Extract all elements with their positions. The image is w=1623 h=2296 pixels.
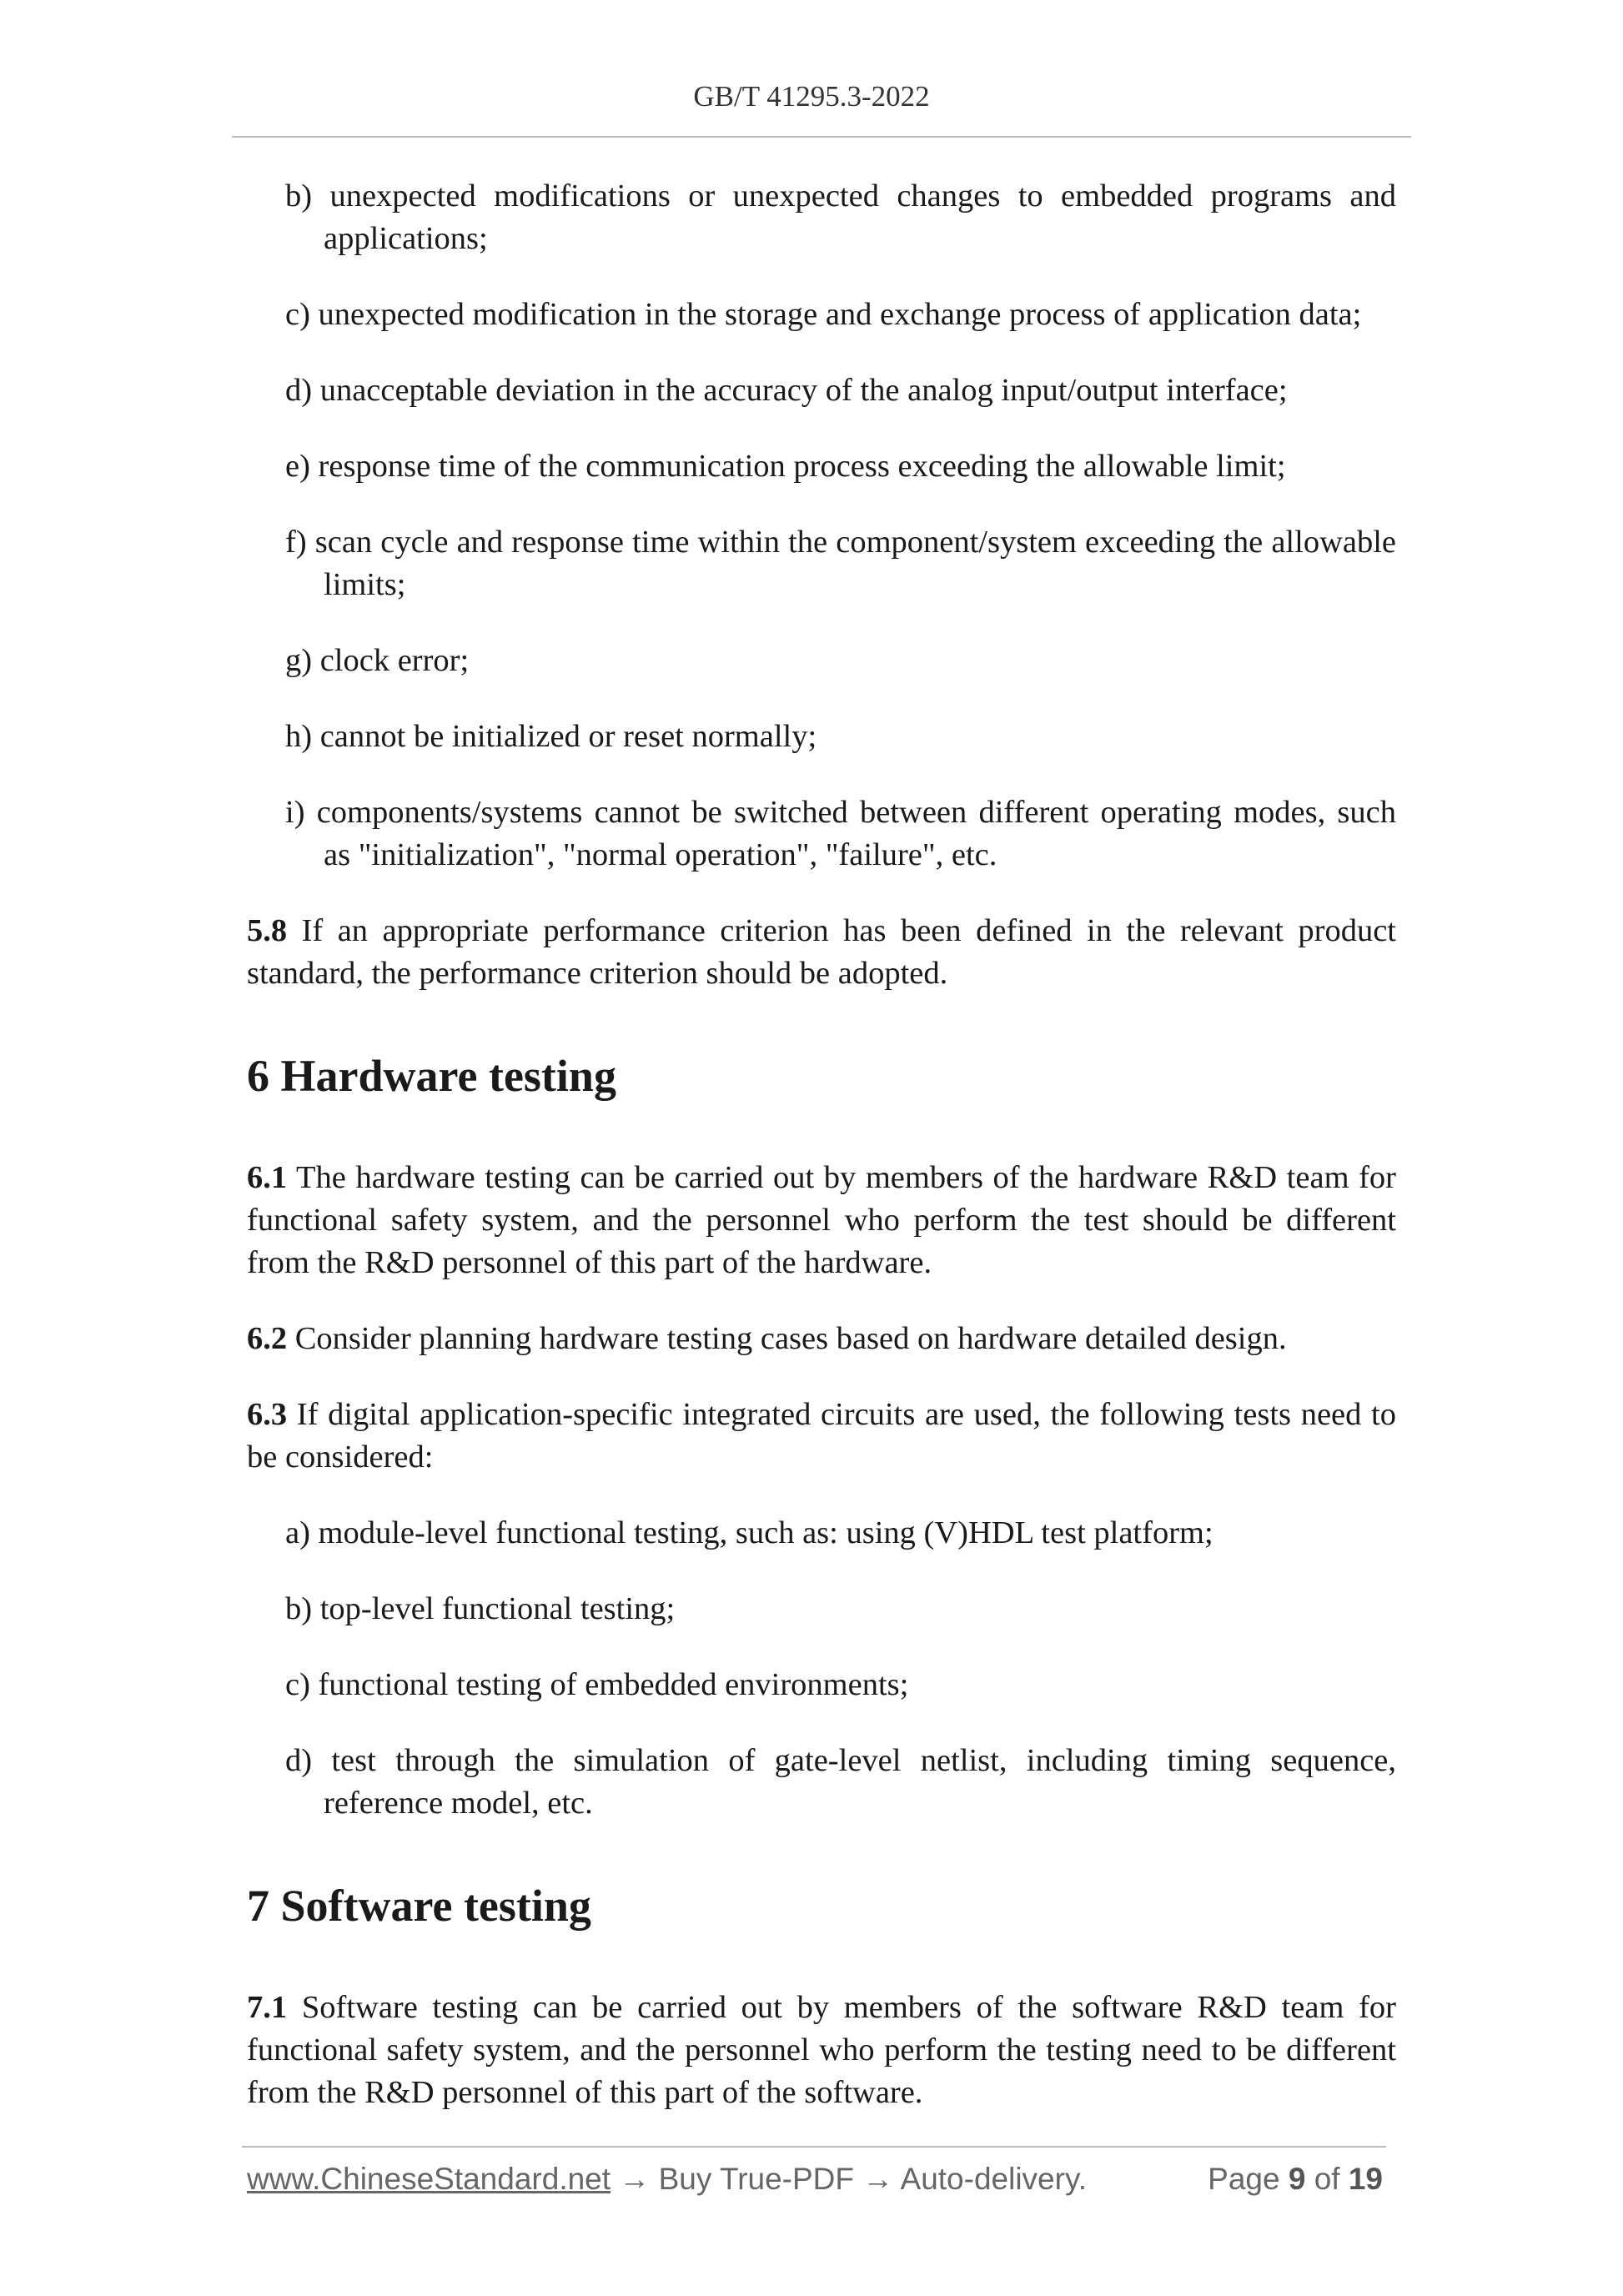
page-total: 19 xyxy=(1348,2162,1383,2196)
clause-number: 6.2 xyxy=(247,1321,288,1356)
list-item: d) unacceptable deviation in the accuracy of the analog input/output interface; xyxy=(285,373,1288,408)
clause-number: 6.1 xyxy=(247,1160,288,1195)
clause-number: 6.3 xyxy=(247,1397,288,1432)
promo-text: → Buy True-PDF → Auto-delivery. xyxy=(611,2162,1087,2196)
list-item: d) test through the simulation of gate-level netlist, including timing sequence, reference model, etc. xyxy=(285,1743,1396,1821)
list-item: g) clock error; xyxy=(285,643,470,678)
page-indicator xyxy=(1208,2162,1383,2197)
clause-7-1 xyxy=(247,1987,1396,2114)
list-item: h) cannot be initialized or reset normally; xyxy=(285,719,817,754)
list-item: a) module-level functional testing, such as: using (V)HDL test platform; xyxy=(285,1515,1213,1550)
list-item: b) top-level functional testing; xyxy=(285,1591,676,1626)
footer-divider xyxy=(242,2146,1386,2148)
page-footer xyxy=(247,2162,1383,2197)
list-item: f) scan cycle and response time within the component/system exceeding the allowable limits; xyxy=(285,525,1396,602)
clause-text: The hardware testing can be carried out by members of the hardware R&D team for functional safety system, and the personnel who perform the test should be different from the R&D personnel of this part of the hardware. xyxy=(247,1160,1396,1280)
clause-6-3 xyxy=(247,1394,1396,1479)
clause-6-2 xyxy=(247,1318,1396,1360)
clause-number: 5.8 xyxy=(247,913,288,948)
page-header-doc-id: GB/T 41295.3-2022 xyxy=(693,80,930,113)
of-label: of xyxy=(1314,2162,1340,2196)
clause-text: Consider planning hardware testing cases based on hardware detailed design. xyxy=(287,1321,1287,1356)
list-item: b) unexpected modifications or unexpected changes to embedded programs and applications; xyxy=(285,178,1396,256)
section-heading-software-testing: 7 Software testing xyxy=(247,1881,591,1931)
list-item: i) components/systems cannot be switched between different operating modes, such as "initialization", "normal operation", "failure", etc. xyxy=(285,795,1396,872)
page-number: 9 xyxy=(1288,2162,1306,2196)
list-item: c) functional testing of embedded environments; xyxy=(285,1667,909,1702)
clause-text: Software testing can be carried out by members of the software R&D team for functional safety system, and the personnel who perform the testing need to be different from the R&D personnel of this part of the software. xyxy=(247,1990,1396,2110)
section-heading-hardware-testing: 6 Hardware testing xyxy=(247,1051,616,1101)
clause-text: If an appropriate performance criterion has been defined in the relevant product standard, the performance criterion should be adopted. xyxy=(247,913,1396,991)
website-link[interactable]: www.ChineseStandard.net xyxy=(247,2162,611,2196)
clause-text: If digital application-specific integrated circuits are used, the following tests need to be considered: xyxy=(247,1397,1396,1475)
page-content xyxy=(247,175,1396,2148)
clause-6-1 xyxy=(247,1157,1396,1284)
page-label: Page xyxy=(1208,2162,1280,2196)
list-item: c) unexpected modification in the storage and exchange process of application data; xyxy=(285,297,1362,332)
clause-number: 7.1 xyxy=(247,1990,288,2025)
clause-5-8 xyxy=(247,910,1396,995)
list-item: e) response time of the communication process exceeding the allowable limit; xyxy=(285,449,1286,484)
header-divider xyxy=(232,136,1411,138)
